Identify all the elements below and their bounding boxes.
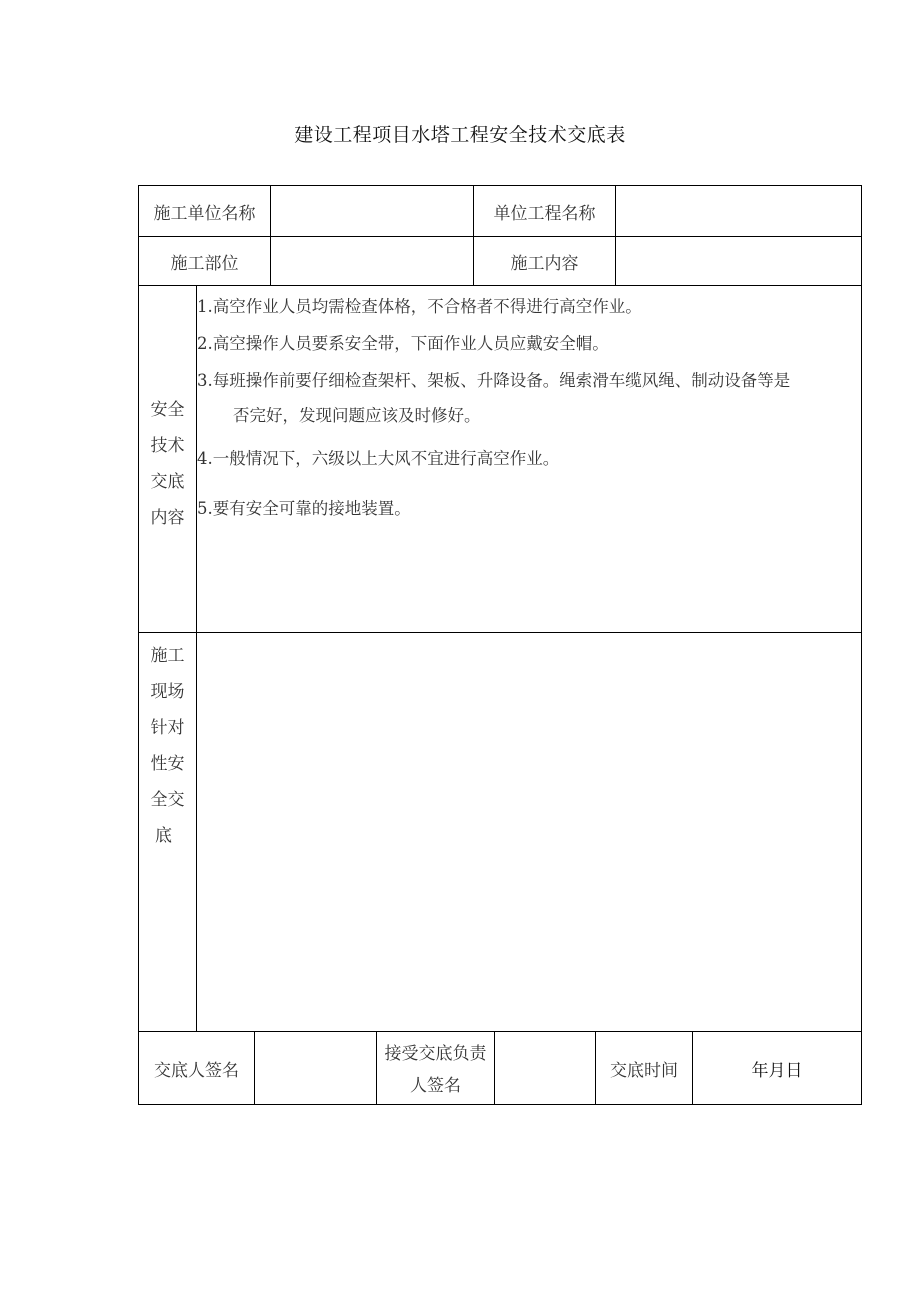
- safety-item: 5.要有安全可靠的接地装置。: [197, 499, 411, 518]
- disclosure-time-label: 交底时间: [610, 1061, 678, 1081]
- safety-item-continuation: 否完好，发现问题应该及时修好。: [233, 406, 481, 425]
- safety-item: 1.高空作业人员均需检查体格，不合格者不得进行高空作业。: [197, 297, 642, 316]
- safety-label-line: 内容: [150, 508, 185, 528]
- row-divider: [139, 285, 861, 286]
- safety-label: [139, 392, 196, 536]
- site-label-line: 针对: [150, 718, 185, 738]
- construction-content-field[interactable]: [616, 237, 861, 285]
- discloser-label: 交底人签名: [154, 1061, 239, 1081]
- receiver-label-line: 人签名: [410, 1076, 461, 1096]
- safety-item: 3.每班操作前要仔细检查架杆、架板、升降设备。绳索滑车缆风绳、制动设备等是: [197, 371, 791, 390]
- disclosure-date[interactable]: 年月日: [751, 1061, 803, 1081]
- safety-label-line: 技术: [150, 436, 185, 456]
- receiver-label-line: 接受交底负责: [384, 1044, 487, 1064]
- safety-label-line: 安全: [150, 400, 185, 420]
- site-label-line: 底: [155, 826, 172, 846]
- unit-name-label: 施工单位名称: [153, 203, 256, 224]
- receiver-signature-field[interactable]: [495, 1032, 595, 1105]
- discloser-signature-field[interactable]: [255, 1032, 376, 1105]
- safety-item: 4.一般情况下，六级以上大风不宜进行高空作业。: [197, 449, 560, 468]
- construction-part-field[interactable]: [271, 237, 473, 285]
- safety-label-line: 交底: [150, 472, 185, 492]
- construction-part-label: 施工部位: [170, 253, 239, 274]
- site-disclosure-field[interactable]: [197, 633, 861, 1031]
- site-disclosure-label: [139, 638, 196, 854]
- site-label-line: 全交: [150, 790, 185, 810]
- safety-disclosure-table: [138, 185, 862, 1105]
- document-title: 建设工程项目水塔工程安全技术交底表: [294, 124, 626, 146]
- unit-name-field[interactable]: [271, 186, 473, 236]
- safety-item: 2.高空操作人员要系安全带，下面作业人员应戴安全帽。: [197, 334, 609, 353]
- project-name-field[interactable]: [616, 186, 861, 236]
- site-label-line: 现场: [150, 682, 185, 702]
- site-label-line: 施工: [150, 646, 185, 666]
- site-label-line: 性安: [150, 754, 185, 774]
- receiver-label: [377, 1038, 494, 1102]
- project-name-label: 单位工程名称: [493, 203, 596, 224]
- construction-content-label: 施工内容: [510, 253, 579, 274]
